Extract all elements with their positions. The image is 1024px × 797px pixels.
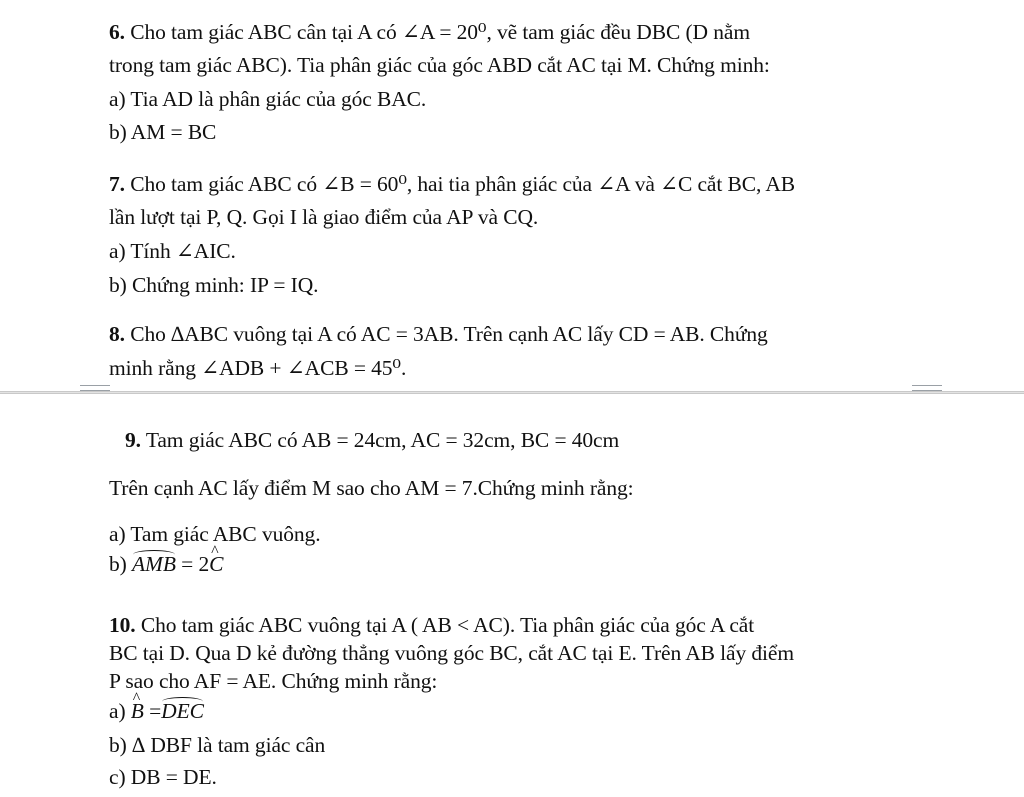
problem-9-number: 9.: [125, 428, 141, 452]
problem-7-line-2: lần lượt tại P, Q. Gọi I là giao điểm của AP và CQ.: [109, 205, 539, 229]
problem-7-part-b: b) Chứng minh: IP = IQ.: [109, 273, 319, 297]
problem-7-number: 7.: [109, 172, 125, 196]
problem-8-number: 8.: [109, 322, 125, 346]
problem-7-text: Cho tam giác ABC có ∠B = 60⁰, hai tia phân giác của ∠A và ∠C cắt BC, AB: [130, 172, 796, 196]
problem-6-line-2: trong tam giác ABC). Tia phân giác của góc ABD cắt AC tại M. Chứng minh:: [109, 53, 770, 77]
problem-10-part-c: c) DB = DE.: [109, 765, 217, 789]
problem-10-part-b: b) ∆ DBF là tam giác cân: [109, 733, 326, 757]
problem-6-number: 6.: [109, 20, 125, 44]
problem-8-line-2: minh rằng ∠ADB + ∠ACB = 45⁰.: [109, 356, 407, 380]
angle-dec-arc: DEC: [161, 699, 204, 723]
document-page-1: [0, 0, 1024, 392]
problem-9-part-a: a) Tam giác ABC vuông.: [109, 522, 321, 546]
problem-6-part-a: a) Tia AD là phân giác của góc BAC.: [109, 87, 427, 111]
angle-c-hat: ^ C: [209, 551, 223, 577]
problem-9-line-1: [125, 427, 619, 453]
problem-10-number: 10.: [109, 613, 136, 637]
problem-6-part-b: b) AM = BC: [109, 120, 217, 144]
problem-10-part-a-equals: =: [143, 699, 162, 723]
angle-b-hat: ^ B: [131, 698, 144, 724]
problem-9-part-b: [109, 551, 223, 577]
problem-8-line-1: [109, 321, 768, 347]
problem-10-part-a: [109, 698, 204, 724]
problem-10-part-a-prefix: a): [109, 699, 131, 723]
problem-10-line-3: P sao cho AF = AE. Chứng minh rằng:: [109, 669, 438, 693]
problem-10-text: Cho tam giác ABC vuông tại A ( AB < AC). Tia phân giác của góc A cắt: [140, 613, 755, 637]
problem-9-text: Tam giác ABC có AB = 24cm, AC = 32cm, BC = 40cm: [145, 428, 620, 452]
problem-9-part-b-equals: = 2: [175, 552, 210, 576]
problem-8-text: Cho ∆ABC vuông tại A có AC = 3AB. Trên cạnh AC lấy CD = AB. Chứng: [130, 322, 768, 346]
problem-10-line-2: BC tại D. Qua D kẻ đường thẳng vuông góc BC, cắt AC tại E. Trên AB lấy điểm: [109, 641, 794, 665]
problem-7-line-1: [109, 171, 795, 197]
problem-7-part-a: a) Tính ∠AIC.: [109, 239, 236, 263]
problem-10-line-1: [109, 612, 754, 638]
document-page-2: [0, 394, 1024, 797]
problem-9-line-2: Trên cạnh AC lấy điểm M sao cho AM = 7.Chứng minh rằng:: [109, 476, 634, 500]
problem-6-line-1: [109, 19, 750, 45]
problem-9-part-b-prefix: b): [109, 552, 132, 576]
angle-amb-arc: AMB: [132, 552, 176, 576]
problem-6-text: Cho tam giác ABC cân tại A có ∠A = 20⁰, vẽ tam giác đều DBC (D nằm: [130, 20, 750, 44]
